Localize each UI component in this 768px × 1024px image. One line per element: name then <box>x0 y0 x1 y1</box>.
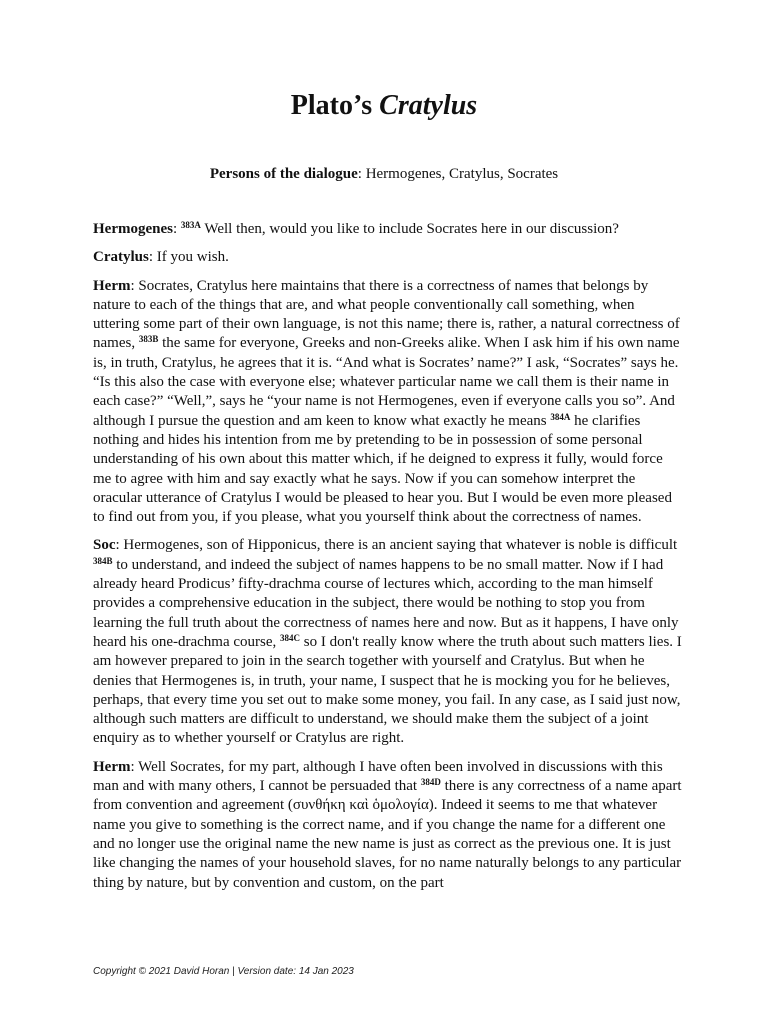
dialogue-text: Well then, would you like to include Socrates here in our discussion? <box>204 221 619 237</box>
stephanus-ref: 384D <box>420 777 441 788</box>
dialogue-text: the same for everyone, Greeks and non-Greeks alike. When I ask him if his own name is, in truth, Cratylus, he agrees that it is. “And what is Socrates’ name?” I ask, “Socrates” says he. “Is this also the case with everyone else; whatever particular name we call them is their name in each case?” “Well,”, says he “your name is not Hermogenes, even if everyone calls you so”. And although I pursue the question and am keen to know what exactly he means <box>93 335 680 429</box>
dialogue-text: If you wish. <box>156 249 229 266</box>
persons-of-dialogue <box>0 164 768 184</box>
dialogue-text: Well Socrates, for my part, although I have often been involved in discussions with this man and with many others, I cannot be persuaded that <box>93 758 663 795</box>
dialogue-paragraph: Herm: Socrates, Cratylus here maintains that there is a correctness of names that belongs by nature to each of the things that are, and what people conventionally call something, when uttering some part of their own language, is not this name; there is, rather, a natural correctness of names, $^{383B}$ the same for everyone, Greeks and non-Greeks alike. When I ask him if his own name is, in truth, Cratylus, he agrees that it is. “And what is Socrates’ name?” I ask, “Socrates” says he. “Is this also the case with everyone else; whatever particular name we call them is their name in each case?” “Well,”, says he “your name is not Hermogenes, even if everyone calls you so”. And although I pursue the question and am keen to know what exactly he means $^{384A}$ he clarifies nothing and hides his intention from me by pretending to be in possession of some personal understanding of his own about this matter which, if he deigned to express it fully, would force me to agree with him and say exactly what he says. Now if you can somehow interpret the oracular utterance of Cratylus I would be pleased to hear you. But I would be even more pleased to find out from you, if you please, what you yourself think about the correctness of names. <box>93 277 680 526</box>
dialogue-text: to understand, and indeed the subject of names happens to be no small matter. Now if I had already heard Prodicus’ fifty-drachma course of lectures which, according to the man himself provides a comprehensive education in the subject, there would be nothing to stop you from learning the full truth about the correctness of names here and now. But as it happens, I have only heard his one-drachma course, <box>93 556 679 650</box>
dialogue-paragraph: Soc: Hermogenes, son of Hipponicus, there is an ancient saying that whatever is noble is difficult $^{384B}$ to understand, and indeed the subject of names happens to be no small matter. Now if I had already heard Prodicus’ fifty-drachma course of lectures which, according to the man himself provides a comprehensive education in the subject, there would be nothing to stop you from learning the full truth about the correctness of names here and now. But as it happens, I have only heard his one-drachma course, $^{384C}$ so I don't really know where the truth about such matters lies. I am however prepared to join in the search together with yourself and Cratylus. But when he denies that Hermogenes is, in truth, your name, I suspect that he is mocking you for he believes, perhaps, that every time you set out to make some money, you fail. In any case, as I said just now, although such matters are difficult to understand, we should make them the subject of a joint enquiry as to whether yourself or Cratylus are right. <box>93 537 682 747</box>
title-plain: Plato’s <box>290 90 373 121</box>
dialogue-paragraph: Herm: Well Socrates, for my part, although I have often been involved in discussions with this man and with many others, I cannot be persuaded that $^{384D}$ there is any correctness of a name apart from convention and agreement (συνθήκη καὶ ὁμολογία). Indeed it seems to me that whatever name you give to something is the correct name, and if you change the name for a different one and no longer use the original name the new name is just as correct as the previous one. It is just like changing the names of your household slaves, for no name naturally belongs to any particular thing by nature, but by convention and custom, on the part <box>93 758 682 891</box>
speaker-name: Cratylus <box>93 249 149 266</box>
stephanus-ref: 383A <box>180 220 201 230</box>
dialogue-body <box>93 220 683 902</box>
stephanus-ref: 384B <box>93 555 113 566</box>
dialogue-paragraph: Cratylus: If you wish. <box>93 249 229 266</box>
page-title <box>0 86 768 126</box>
title-italic: Cratylus <box>379 90 478 121</box>
speaker-name: Herm <box>93 277 131 294</box>
stephanus-ref: 383B <box>138 334 159 345</box>
copyright-footer: Copyright © 2021 David Horan | Version date: 14 Jan 2023 <box>93 966 354 977</box>
dialogue-paragraph: Hermogenes: $^{383A}$ Well then, would you like to include Socrates here in our discussion? <box>93 220 619 237</box>
dialogue-text: Socrates, Cratylus here maintains that there is a correctness of names that belongs by nature to each of the things that are, and what people conventionally call something, when uttering some part of their own language, is not this name; there is, rather, a natural correctness of names, <box>93 277 680 352</box>
dialogue-text: there is any correctness of a name apart from convention and agreement (συνθήκη καὶ ὁμολογία). Indeed it seems to me that whatever name you give to something is the correct name, and if you change the name for a different one and no longer use the original name the new name is just as correct as the previous one. It is just like changing the names of your household slaves, for no name naturally belongs to any particular thing by nature, but by convention and custom, on the part <box>93 778 682 891</box>
dialogue-text: Hermogenes, son of Hipponicus, there is an ancient saying that whatever is noble is difficult <box>123 537 678 554</box>
stephanus-ref: 384C <box>280 632 301 643</box>
speaker-name: Soc <box>93 537 116 554</box>
persons-label: Persons of the dialogue <box>209 166 358 182</box>
dialogue-text: he clarifies nothing and hides his intention from me by pretending to be in possession of some personal understanding of his own about this matter which, if he deigned to express it fully, would force me to agree with him and say exactly what he says. Now if you can somehow interpret the oracular utterance of Cratylus I would be pleased to hear you. But I would be even more pleased to find out from you, if you please, what you yourself think about the correctness of names. <box>93 412 672 526</box>
speaker-name: Hermogenes <box>93 221 173 237</box>
stephanus-ref: 384A <box>550 411 571 422</box>
persons-names: Hermogenes, Cratylus, Socrates <box>365 166 559 182</box>
dialogue-text: so I don't really know where the truth about such matters lies. I am however prepared to join in the search together with yourself and Cratylus. But when he denies that Hermogenes is, in truth, your name, I suspect that he is mocking you for he believes, perhaps, that every time you set out to make some money, you fail. In any case, as I said just now, although such matters are difficult to understand, we should make them the subject of a joint enquiry as to whether yourself or Cratylus are right. <box>93 633 682 747</box>
persons-separator: : <box>357 166 362 182</box>
speaker-name: Herm <box>93 758 131 775</box>
